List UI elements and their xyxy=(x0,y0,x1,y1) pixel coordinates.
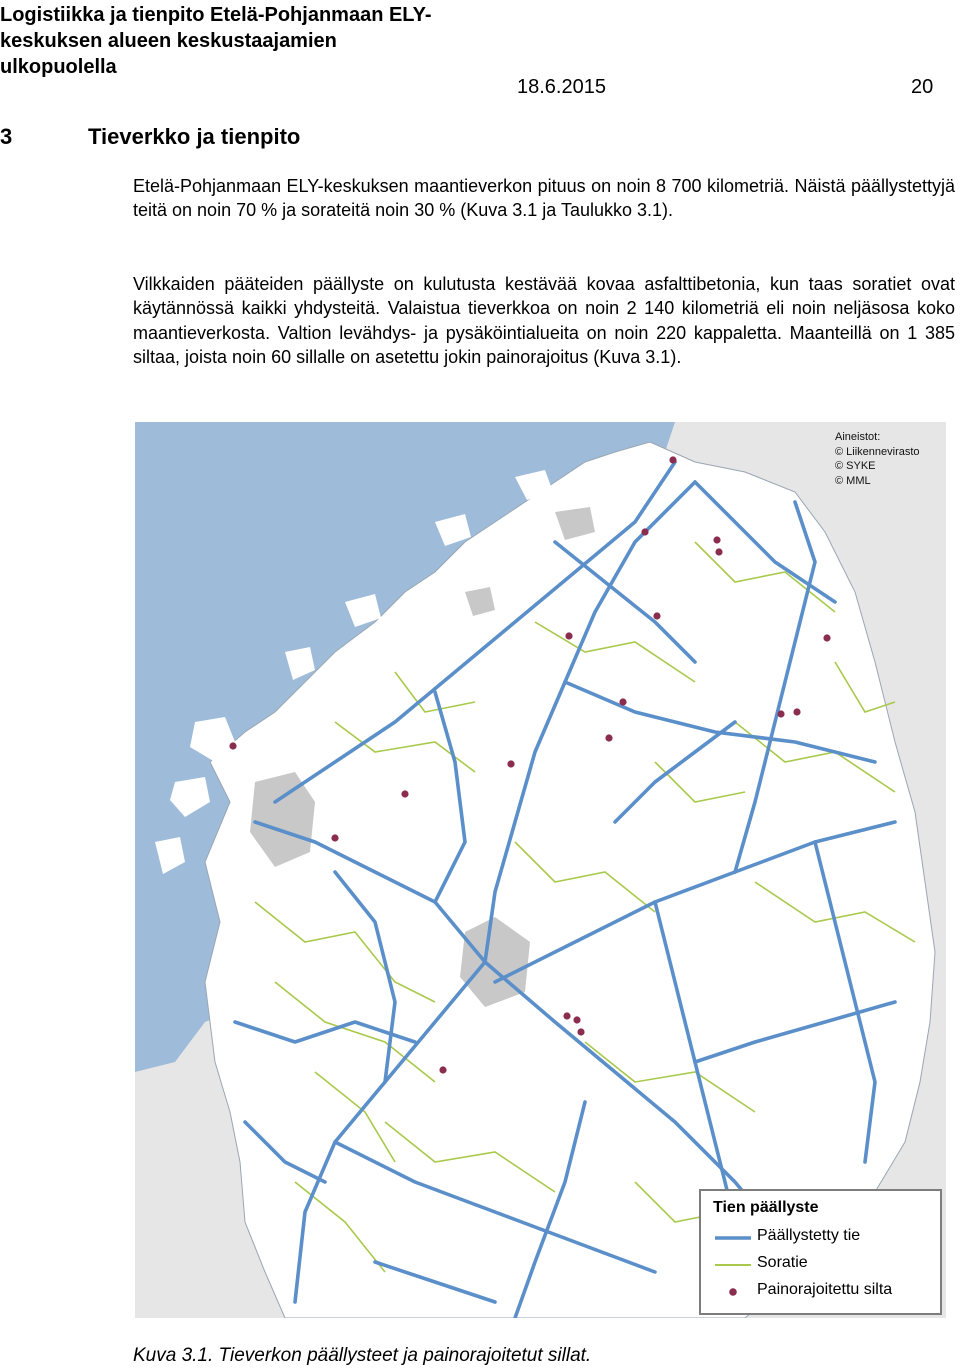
paved-road-line-icon xyxy=(713,1225,753,1249)
map-graphic xyxy=(135,422,946,1318)
section-title: Tieverkko ja tienpito xyxy=(88,124,301,149)
bridge-dot-icon xyxy=(713,1279,753,1303)
legend-label: Painorajoitettu silta xyxy=(757,1281,893,1298)
header-date: 18.6.2015 xyxy=(517,76,606,98)
road-network-map xyxy=(135,422,946,1318)
legend-item-bridge xyxy=(713,1279,938,1303)
figure-caption: Kuva 3.1. Tieverkon päällysteet ja painorajoitetut sillat. xyxy=(133,1345,592,1366)
header-title-line-1: Logistiikka ja tienpito Etelä-Pohjanmaan ELY- xyxy=(0,4,432,26)
map-legend xyxy=(699,1189,942,1315)
credit-item: © MML xyxy=(835,474,871,487)
credits-heading: Aineistot: xyxy=(835,431,881,443)
legend-label: Soratie xyxy=(757,1254,808,1271)
gravel-road-line-icon xyxy=(713,1252,753,1276)
section-number: 3 xyxy=(0,124,13,149)
header-title-line-2: keskuksen alueen keskustaajamien xyxy=(0,30,337,52)
body-paragraph-2: Vilkkaiden pääteiden päällyste on kulutusta kestävää kovaa asfalttibetonia, kun taas soratiet ovat käytännössä kaikki yhdysteitä. Valaistua tieverkkoa on noin 2 140 kilometriä eli noin neljäsosa koko maantieverkosta. Valtion levähdys- ja pysäköintialueita on noin 220 kappaletta. Maanteillä on 1 385 siltaa, joista noin 60 sillalle on asetettu jokin painorajoitus (Kuva 3.1). xyxy=(133,274,955,368)
credit-item: © Liikennevirasto xyxy=(835,445,920,458)
map-data-credits xyxy=(835,430,943,488)
legend-label: Päällystetty tie xyxy=(757,1227,861,1244)
section-heading xyxy=(0,124,300,150)
credit-item: © SYKE xyxy=(835,460,876,472)
document-header-title xyxy=(0,2,520,80)
page-number: 20 xyxy=(911,76,934,98)
body-paragraph-1: Etelä-Pohjanmaan ELY-keskuksen maantieverkon pituus on noin 8 700 kilometriä. Näistä päällystettyjä teitä on noin 70 % ja sorateitä noin 30 % (Kuva 3.1 ja Taulukko 3.1). xyxy=(133,176,955,221)
header-title-line-3: ulkopuolella xyxy=(0,56,117,78)
legend-item-gravel xyxy=(713,1252,938,1276)
legend-item-paved xyxy=(713,1225,938,1249)
legend-title: Tien päällyste xyxy=(713,1199,819,1216)
